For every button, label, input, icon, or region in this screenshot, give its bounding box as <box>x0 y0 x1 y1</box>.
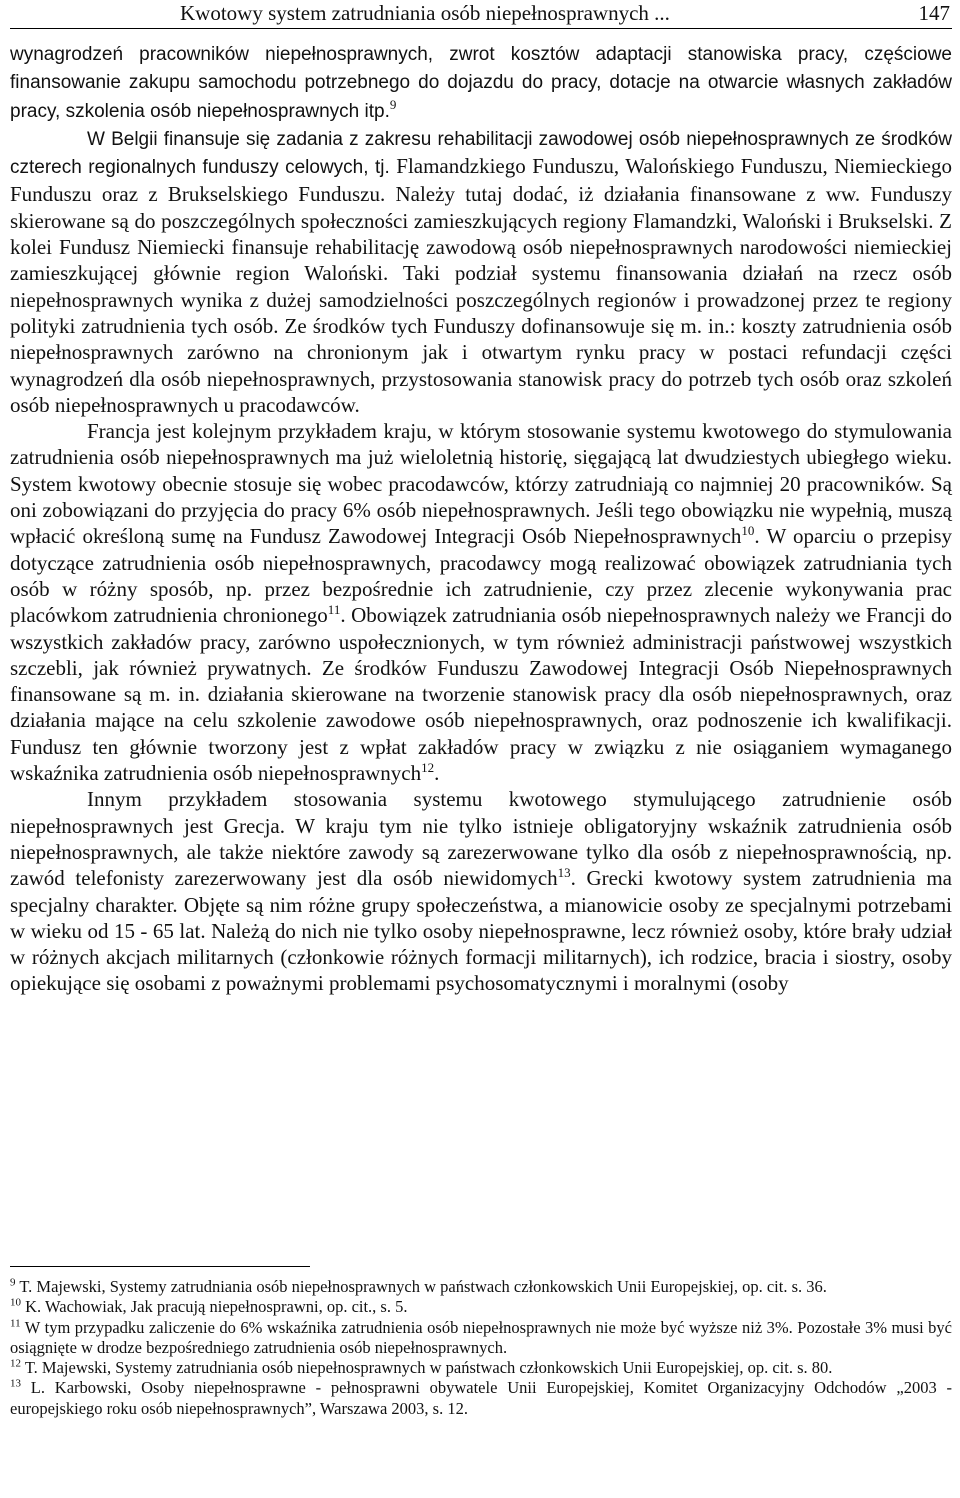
footnote-separator <box>10 1266 310 1267</box>
footnote-ref-13: 13 <box>557 865 571 881</box>
footnote-12 <box>10 1358 952 1378</box>
footnote-number: 12 <box>10 1357 21 1370</box>
footnote-ref-9: 9 <box>389 96 397 112</box>
paragraph-2-text: Flamandzkiego Funduszu, Walońskiego Funduszu, Niemieckiego Funduszu oraz z Brukselskiego Funduszu. Należy tutaj dodać, iż działania finansowane z ww. Funduszy skierowane są do poszczególnych społeczności zamieszkujących regiony Flamandzki, Waloński i Brukselski. Z kolei Fundusz Niemiecki finansuje rehabilitację zawodową osób niepełnosprawnych narodowości niemieckiej zamieszkującej głównie region Waloński. Taki podział systemu finansowania działań na rzecz osób niepełnosprawnych wynika z dużej samodzielności poszczególnych regionów i prowadzonej przez te regiony polityki zatrudnienia tych osób. Ze środków tych Funduszy dofinansowuje się m. in.: koszty zatrudnienia osób niepełnosprawnych zarówno na chronionym jak i otwartym rynku pracy w postaci refundacji części wynagrodzeń dla osób niepełnosprawnych, przystosowania stanowisk pracy do potrzeb tych osób oraz szkoleń osób niepełnosprawnych u pracodawców. <box>10 154 952 417</box>
footnote-number: 10 <box>10 1296 21 1309</box>
paragraph-4-text-a: Innym przykładem stosowania systemu kwotowego stymulującego zatrudnienie osób niepełnosprawnych jest Grecja. W kraju tym nie tylko istnieje obligatoryjny wskaźnik zatrudnienia osób niepełnosprawnych, ale także niektóre zawody są zarezerwowane tylko dla osób z niepełnosprawnością, np. zawód telefonisty zarezerwowany jest dla osób niewidomych <box>10 787 952 891</box>
paragraph-3 <box>10 418 952 786</box>
footnote-number: 11 <box>10 1317 21 1330</box>
paragraph-1-text: wynagrodzeń pracowników niepełnosprawnych, zwrot kosztów adaptacji stanowiska pracy, częściowe finansowanie zakupu samochodu potrzebnego do dojazdu do pracy, dotacje na otwarcie własnych zakładów pracy, szkolenia osób niepełnosprawnych itp. <box>10 44 952 122</box>
page-header <box>10 0 952 29</box>
paragraph-3-text-d: . <box>434 761 440 786</box>
footnote-ref-10: 10 <box>741 523 755 539</box>
footnote-11 <box>10 1318 952 1359</box>
paragraph-2-sans-text: W Belgii finansuje się zadania z zakresu rehabilitacji zawodowej osób niepełnosprawnych ze środków czterech regionalnych funduszy celowych, tj. <box>10 128 952 179</box>
footnote-text: L. Karbowski, Osoby niepełnosprawne - pełnosprawni obywatele Unii Europejskiej, Komitet Organizacyjny Odchodów „2003 - europejskiego roku osób niepełnosprawnych”, Warszawa 2003, s. 12. <box>10 1378 952 1418</box>
footnote-9 <box>10 1277 952 1297</box>
footnote-text: W tym przypadku zaliczenie do 6% wskaźnika zatrudnienia osób niepełnosprawnych nie może być wyższe niż 3%. Pozostałe 3% musi być osiągnięte w drodze bezpośredniego zatrudnienia osób niepełnosprawnych. <box>10 1317 952 1357</box>
footnotes <box>10 1277 952 1419</box>
footnote-number: 9 <box>10 1276 16 1289</box>
paragraph-1 <box>10 40 952 125</box>
footnote-ref-12: 12 <box>421 760 435 776</box>
paragraph-3-text-c: . Obowiązek zatrudniania osób niepełnosprawnych należy we Francji do wszystkich zakładów pracy, zarówno uspołecznionych, w tym również administracji państwowej wszystkich szczebli, jak również prywatnych. Ze środków Funduszu Zawodowej Integracji Osób Niepełnosprawnych finansowane są m. in. działania skierowane na tworzenie stanowisk pracy dla osób niepełnosprawnych, oraz działania mające na celu szkolenie zawodowe osób niepełnosprawnych, oraz podnoszenie ich kwalifikacji. Fundusz ten głównie tworzony jest z wpłat zakładów pracy w związku z nie osiąganiem wymaganego wskaźnika zatrudnienia osób niepełnosprawnych <box>10 603 952 786</box>
paragraph-2 <box>10 125 952 418</box>
footnote-text: T. Majewski, Systemy zatrudniania osób niepełnosprawnych w państwach członkowskich Unii Europejskiej, op. cit. s. 36. <box>15 1277 827 1296</box>
footnote-ref-11: 11 <box>327 602 341 618</box>
footnote-text: K. Wachowiak, Jak pracują niepełnosprawni, op. cit., s. 5. <box>21 1297 408 1317</box>
paragraph-4-text-b: . Grecki kwotowy system zatrudnienia ma specjalny charakter. Objęte są nim różne grupy społeczeństwa, a mianowicie osoby ze specjalnymi potrzebami w wieku od 15 - 65 lat. Należą do nich nie tylko osoby niepełnosprawne, lecz również osoby, które brały udział w różnych akcjach militarnych (członkowie różnych formacji militarnych), ich rodzice, bracia i siostry, osoby opiekujące się osobami z poważnymi problemami psychosomatycznymi i moralnymi (osoby <box>10 866 952 996</box>
body-text <box>10 40 952 997</box>
paragraph-4 <box>10 786 952 996</box>
footnote-10 <box>10 1297 952 1317</box>
paragraph-3-text-a: Francja jest kolejnym przykładem kraju, w którym stosowanie systemu kwotowego do stymulowania zatrudnienia osób niepełnosprawnych ma już wieloletnią historię, sięgającą lat dwudziestych ubiegłego wieku. System kwotowy obecnie stosuje się wobec pracodawców, którzy zatrudniają co najmniej 20 pracowników. Są oni zobowiązani do przyjęcia do pracy 6% osób niepełnosprawnych. Jeśli tego obowiązku nie wypełnią, muszą wpłacić określoną sumę na Fundusz Zawodowej Integracji Osób Niepełnosprawnych <box>10 419 952 549</box>
running-title: Kwotowy system zatrudniania osób niepełnosprawnych ... <box>180 1 670 25</box>
page-number: 147 <box>918 1 950 25</box>
footnote-number: 13 <box>10 1377 21 1390</box>
paragraph-3-text-b: . W oparciu o przepisy dotyczące zatrudnienia osób niepełnosprawnych, pracodawcy mogą realizować obowiązek zatrudniania tych osób w różny sposób, np. przez bezpośrednie ich zatrudnienie, czy przez zlecenie wykonywania prac placówkom zatrudnienia chronionego <box>10 524 952 628</box>
footnote-13 <box>10 1378 952 1419</box>
footnote-text: T. Majewski, Systemy zatrudniania osób niepełnosprawnych w państwach członkowskich Unii Europejskiej, op. cit. s. 80. <box>21 1358 833 1378</box>
